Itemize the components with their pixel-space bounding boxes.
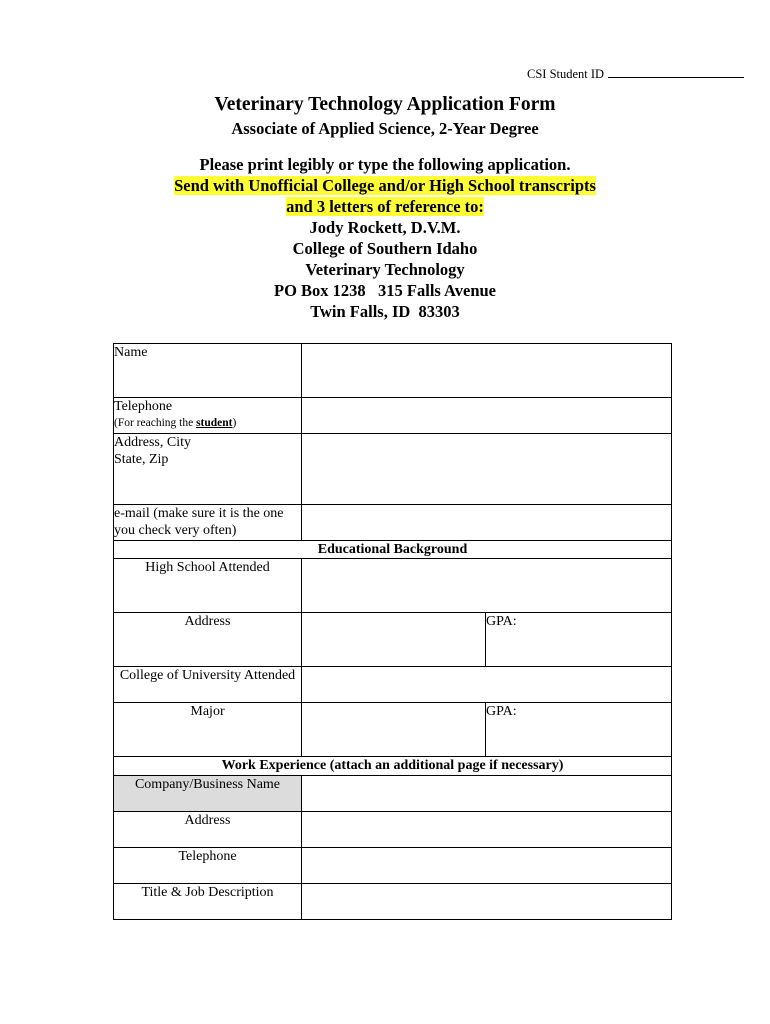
high-school-address-input[interactable]: [302, 613, 486, 667]
company-address-label: Address: [114, 812, 302, 848]
high-school-input[interactable]: [302, 559, 672, 613]
college-label: College of University Attended: [114, 667, 302, 703]
work-experience-heading: Work Experience (attach an additional page if necessary): [114, 757, 672, 776]
major-label: Major: [114, 703, 302, 757]
address-line-3: Veterinary Technology: [305, 260, 465, 279]
address-input[interactable]: [302, 434, 672, 505]
form-header: [0, 92, 770, 322]
company-address-input[interactable]: [302, 812, 672, 848]
high-school-label: High School Attended: [114, 559, 302, 613]
student-id-field: [527, 66, 744, 82]
email-input[interactable]: [302, 505, 672, 541]
title-job-input[interactable]: [302, 884, 672, 920]
address-line-5: Twin Falls, ID 83303: [310, 302, 460, 321]
college-gpa-label[interactable]: GPA:: [486, 703, 672, 757]
telephone-label-cell: [114, 398, 302, 434]
student-id-blank[interactable]: [608, 66, 744, 78]
print-instruction: Please print legibly or type the following application.: [199, 155, 571, 174]
college-input[interactable]: [302, 667, 672, 703]
company-input[interactable]: [302, 776, 672, 812]
high-school-address-label: Address: [114, 613, 302, 667]
title-job-label: Title & Job Description: [114, 884, 302, 920]
telephone-note: (For reaching the student): [114, 417, 237, 429]
form-subtitle: Associate of Applied Science, 2-Year Degree: [231, 119, 539, 138]
state-zip-label: State, Zip: [114, 452, 169, 467]
major-input[interactable]: [302, 703, 486, 757]
address-city-label-cell: [114, 434, 302, 505]
company-telephone-label: Telephone: [114, 848, 302, 884]
telephone-input[interactable]: [302, 398, 672, 434]
form-title: Veterinary Technology Application Form: [214, 94, 556, 115]
student-id-label: CSI Student ID: [527, 67, 605, 81]
address-city-label: Address, City: [114, 435, 191, 450]
address-line-1: Jody Rockett, D.V.M.: [309, 218, 461, 237]
educational-background-heading: Educational Background: [114, 541, 672, 559]
name-input[interactable]: [302, 344, 672, 398]
company-telephone-input[interactable]: [302, 848, 672, 884]
instructions: [0, 154, 770, 322]
send-instruction-line2: and 3 letters of reference to:: [286, 197, 484, 216]
email-label: e-mail (make sure it is the one you check very often): [114, 505, 302, 541]
high-school-gpa-label[interactable]: GPA:: [486, 613, 672, 667]
name-label: Name: [114, 344, 302, 398]
send-instruction-line1: Send with Unofficial College and/or High School transcripts: [174, 176, 596, 195]
address-line-2: College of Southern Idaho: [292, 239, 478, 258]
application-table: [113, 343, 672, 920]
company-label: Company/Business Name: [114, 776, 302, 812]
address-line-4: PO Box 1238 315 Falls Avenue: [274, 281, 496, 300]
telephone-label: Telephone: [114, 399, 173, 414]
